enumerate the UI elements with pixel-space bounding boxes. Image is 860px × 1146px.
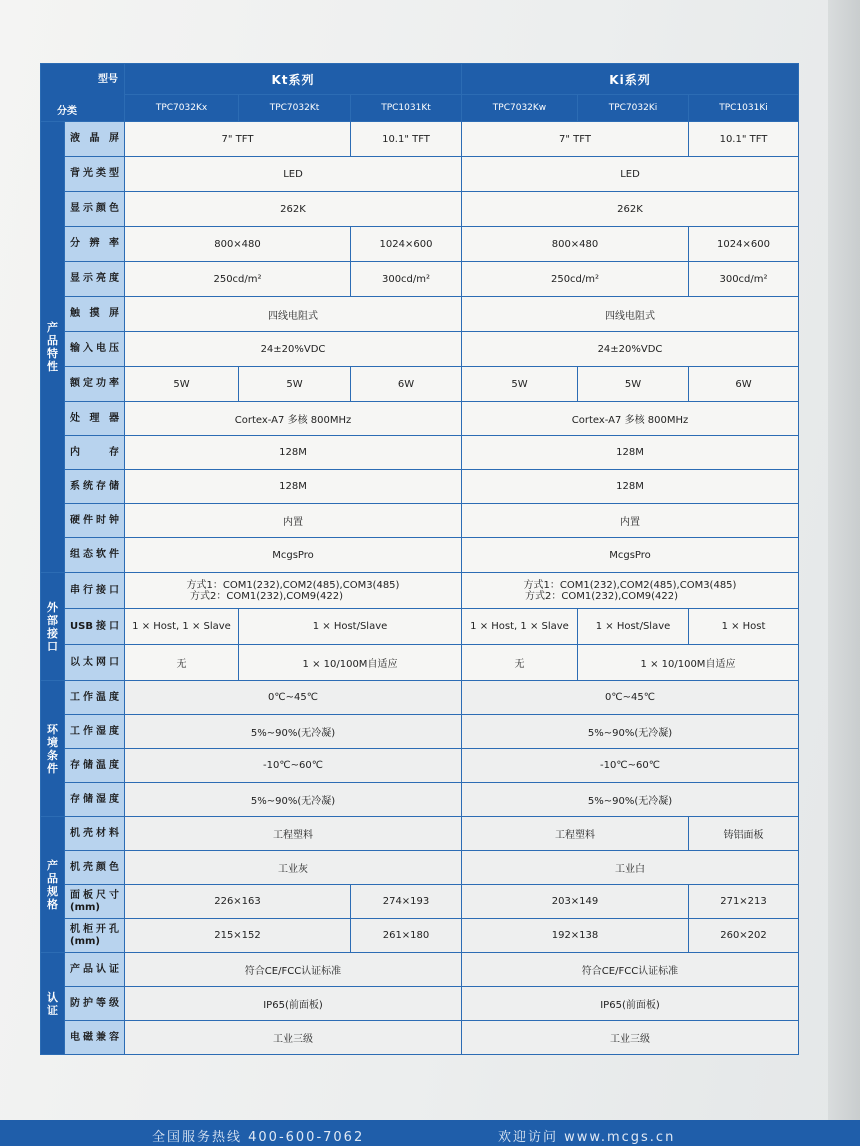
cell-value: 5%~90%(无冷凝): [125, 783, 462, 817]
cell-value: 128M: [125, 436, 462, 470]
row-label: 机壳材料: [65, 817, 125, 851]
row-lcd: [41, 122, 799, 157]
ki-series-header: Ki系列: [462, 64, 799, 95]
row-label: 显示亮度: [65, 262, 125, 297]
row-label: 工作温度: [65, 681, 125, 715]
row-serial: [41, 573, 799, 609]
cell-value: 24±20%VDC: [462, 332, 799, 367]
cell-value: 5W: [125, 367, 239, 402]
row-cert: [41, 953, 799, 987]
cell-value: 1 × Host, 1 × Slave: [125, 609, 239, 645]
cell-value: 5%~90%(无冷凝): [125, 715, 462, 749]
row-colors: [41, 192, 799, 227]
row-label: 电磁兼容: [65, 1021, 125, 1055]
website-text: 欢迎访问 www.mcgs.cn: [498, 1130, 676, 1145]
row-cpu: [41, 402, 799, 436]
cell-value: [125, 573, 462, 609]
kt-series-header: Kt系列: [125, 64, 462, 95]
serial-mode-2: 方式2：COM1(232),COM9(422): [525, 590, 679, 602]
cell-value: McgsPro: [462, 538, 799, 573]
cell-value: IP65(前面板): [125, 987, 462, 1021]
cell-value: 215×152: [125, 919, 351, 953]
cell-value: 5%~90%(无冷凝): [462, 783, 799, 817]
category-certification: 认证: [41, 953, 65, 1055]
cell-value: 1 × Host/Slave: [239, 609, 462, 645]
cell-value: 800×480: [462, 227, 689, 262]
cell-value: LED: [462, 157, 799, 192]
cell-value: 128M: [462, 436, 799, 470]
model-header: TPC7032Kt: [239, 95, 351, 122]
row-label: 面板尺寸(mm): [65, 885, 125, 919]
row-label: 以太网口: [65, 645, 125, 681]
cell-value: 0℃~45℃: [125, 681, 462, 715]
cell-value: 10.1" TFT: [351, 122, 462, 157]
cell-value: 128M: [462, 470, 799, 504]
cell-value: 7" TFT: [462, 122, 689, 157]
cell-value: 10.1" TFT: [689, 122, 799, 157]
row-software: [41, 538, 799, 573]
cell-value: 内置: [462, 504, 799, 538]
row-label: 额定功率: [65, 367, 125, 402]
row-color: [41, 851, 799, 885]
model-header: TPC7032Kw: [462, 95, 578, 122]
category-external-interfaces: 外部接口: [41, 573, 65, 681]
model-header: TPC1031Ki: [689, 95, 799, 122]
corner-model-label: 型号: [98, 74, 118, 85]
model-header: TPC7032Ki: [578, 95, 689, 122]
row-store-temp: [41, 749, 799, 783]
cell-value: 128M: [125, 470, 462, 504]
row-label: 系统存储: [65, 470, 125, 504]
cell-value: 262K: [462, 192, 799, 227]
cell-value: 无: [125, 645, 239, 681]
cell-value: 工业灰: [125, 851, 462, 885]
cell-value: 24±20%VDC: [125, 332, 462, 367]
row-label: 硬件时钟: [65, 504, 125, 538]
row-label: 串行接口: [65, 573, 125, 609]
row-label: USB接口: [65, 609, 125, 645]
cell-value: [462, 573, 799, 609]
cell-value: 250cd/m²: [125, 262, 351, 297]
cell-value: 工程塑料: [125, 817, 462, 851]
cell-value: 271×213: [689, 885, 799, 919]
cell-value: 5%~90%(无冷凝): [462, 715, 799, 749]
row-housing: [41, 817, 799, 851]
row-label: 产品认证: [65, 953, 125, 987]
spec-table: [40, 63, 799, 1055]
cell-value: Cortex-A7 多核 800MHz: [125, 402, 462, 436]
cell-value: IP65(前面板): [462, 987, 799, 1021]
row-label: 存储湿度: [65, 783, 125, 817]
cell-value: McgsPro: [125, 538, 462, 573]
serial-mode-1: 方式1：COM1(232),COM2(485),COM3(485): [186, 579, 400, 591]
cell-value: 7" TFT: [125, 122, 351, 157]
row-work-temp: [41, 681, 799, 715]
cell-value: 6W: [351, 367, 462, 402]
cell-value: 800×480: [125, 227, 351, 262]
row-work-humidity: [41, 715, 799, 749]
cell-value: 5W: [239, 367, 351, 402]
cell-value: 1 × Host/Slave: [578, 609, 689, 645]
row-label: 内存: [65, 436, 125, 470]
cell-value: 250cd/m²: [462, 262, 689, 297]
category-environment: 环境条件: [41, 681, 65, 817]
cell-value: 192×138: [462, 919, 689, 953]
cell-value: 内置: [125, 504, 462, 538]
cell-value: 300cd/m²: [351, 262, 462, 297]
corner-category-label: 分类: [57, 106, 77, 117]
row-label: 输入电压: [65, 332, 125, 367]
row-label: 分辨率: [65, 227, 125, 262]
cell-value: 300cd/m²: [689, 262, 799, 297]
serial-mode-2: 方式2：COM1(232),COM9(422): [190, 590, 344, 602]
row-label: 机壳颜色: [65, 851, 125, 885]
row-resolution: [41, 227, 799, 262]
cell-value: 工业白: [462, 851, 799, 885]
cell-value: LED: [125, 157, 462, 192]
row-label: 防护等级: [65, 987, 125, 1021]
row-brightness: [41, 262, 799, 297]
row-cutout: [41, 919, 799, 953]
cell-value: -10℃~60℃: [462, 749, 799, 783]
row-emc: [41, 1021, 799, 1055]
cell-value: 铸铝面板: [689, 817, 799, 851]
cell-value: 5W: [578, 367, 689, 402]
cell-value: 274×193: [351, 885, 462, 919]
cell-value: 261×180: [351, 919, 462, 953]
model-header: TPC1031Kt: [351, 95, 462, 122]
row-store-humidity: [41, 783, 799, 817]
row-rtc: [41, 504, 799, 538]
row-label: 触摸屏: [65, 297, 125, 332]
row-label: 液晶屏: [65, 122, 125, 157]
category-product-specs: 产品规格: [41, 817, 65, 953]
row-touch: [41, 297, 799, 332]
row-memory: [41, 436, 799, 470]
cell-value: Cortex-A7 多核 800MHz: [462, 402, 799, 436]
cell-value: 1024×600: [689, 227, 799, 262]
row-voltage: [41, 332, 799, 367]
cell-value: 1 × Host, 1 × Slave: [462, 609, 578, 645]
cell-value: 203×149: [462, 885, 689, 919]
cell-value: 5W: [462, 367, 578, 402]
cell-value: 无: [462, 645, 578, 681]
service-hotline: 全国服务热线 400-600-7062: [152, 1130, 365, 1145]
category-product-features: 产品特性: [41, 122, 65, 573]
cell-value: 四线电阻式: [125, 297, 462, 332]
cell-value: 工业三级: [462, 1021, 799, 1055]
corner-cell: [41, 64, 125, 122]
row-label: 工作湿度: [65, 715, 125, 749]
row-power: [41, 367, 799, 402]
cell-value: 260×202: [689, 919, 799, 953]
model-header: TPC7032Kx: [125, 95, 239, 122]
cell-value: 262K: [125, 192, 462, 227]
cell-value: 0℃~45℃: [462, 681, 799, 715]
cell-value: 1024×600: [351, 227, 462, 262]
row-storage: [41, 470, 799, 504]
row-usb: [41, 609, 799, 645]
cell-value: 1 × 10/100M自适应: [239, 645, 462, 681]
page-edge: [828, 0, 860, 1146]
footer-bar: [0, 1120, 860, 1146]
cell-value: 1 × Host: [689, 609, 799, 645]
cell-value: 工程塑料: [462, 817, 689, 851]
cell-value: 1 × 10/100M自适应: [578, 645, 799, 681]
series-header-row: [41, 64, 799, 95]
cell-value: 符合CE/FCC认证标准: [125, 953, 462, 987]
row-label: 显示颜色: [65, 192, 125, 227]
row-label: 背光类型: [65, 157, 125, 192]
row-backlight: [41, 157, 799, 192]
row-label: 存储温度: [65, 749, 125, 783]
serial-mode-1: 方式1：COM1(232),COM2(485),COM3(485): [523, 579, 737, 591]
row-label: 组态软件: [65, 538, 125, 573]
model-header-row: [41, 95, 799, 122]
cell-value: -10℃~60℃: [125, 749, 462, 783]
row-ethernet: [41, 645, 799, 681]
cell-value: 6W: [689, 367, 799, 402]
row-label: 处理器: [65, 402, 125, 436]
cell-value: 四线电阻式: [462, 297, 799, 332]
cell-value: 符合CE/FCC认证标准: [462, 953, 799, 987]
row-label: 机柜开孔(mm): [65, 919, 125, 953]
row-panel-size: [41, 885, 799, 919]
row-ip: [41, 987, 799, 1021]
cell-value: 工业三级: [125, 1021, 462, 1055]
cell-value: 226×163: [125, 885, 351, 919]
